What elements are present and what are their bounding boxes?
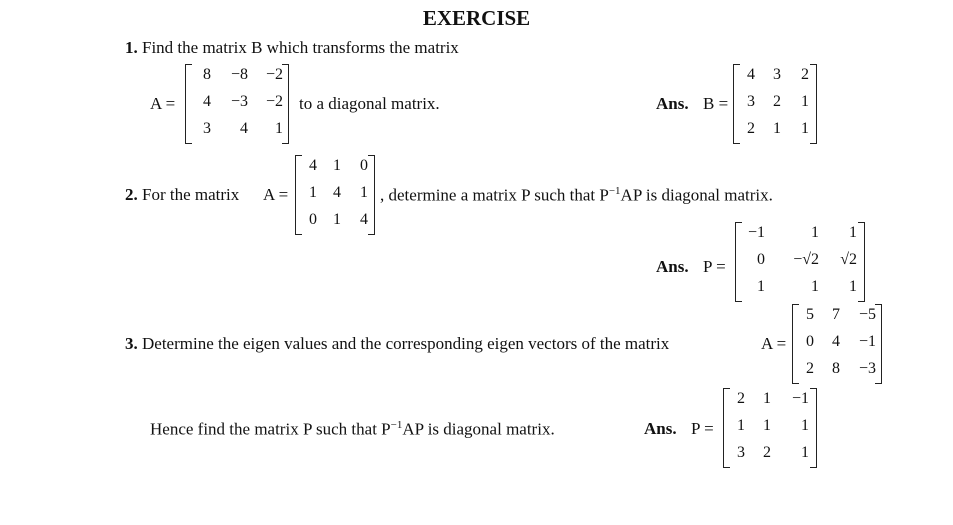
q3-hence: Hence find the matrix P such that $P^{-1}AP$ is diagonal matrix. (150, 419, 555, 439)
matrix-cell: 4 (333, 184, 341, 201)
q3-ans-label: Ans. (644, 419, 677, 438)
q3-matrix (792, 304, 882, 384)
q1-after: to a diagonal matrix. (299, 94, 440, 113)
q1-text: Find the matrix B which transforms the matrix (142, 38, 459, 57)
q3-lhs: A = (761, 334, 787, 353)
matrix-cell: 1 (763, 390, 771, 407)
matrix-cell: 2 (763, 444, 771, 461)
matrix-cell: −5 (858, 306, 876, 323)
matrix-cell: 1 (309, 184, 317, 201)
q2-answer-matrix (735, 222, 865, 302)
left-bracket (185, 64, 192, 144)
matrix-cell: 1 (763, 417, 771, 434)
matrix-cell: −2 (265, 93, 283, 110)
q1-answer-matrix (733, 64, 817, 144)
matrix-cell: 1 (811, 278, 819, 295)
q3-number: 3. (125, 334, 138, 353)
q1-ans-lhs: B = (703, 94, 729, 113)
q3-ans-lhs: P = (691, 419, 714, 438)
matrix-cell: 3 (747, 93, 755, 110)
q1-matrix (185, 64, 289, 144)
matrix-cell: 1 (801, 120, 809, 137)
right-bracket (810, 64, 817, 144)
matrix-cell: 4 (747, 66, 755, 83)
matrix-cell: 4 (240, 120, 248, 137)
matrix-cell: 2 (747, 120, 755, 137)
matrix-cell: 8 (203, 66, 211, 83)
left-bracket (735, 222, 742, 302)
matrix-cell: 2 (737, 390, 745, 407)
matrix-cell: −3 (858, 360, 876, 377)
matrix-cell: −1 (791, 390, 809, 407)
q2-ans-label: Ans. (656, 257, 689, 276)
matrix-cell: −8 (230, 66, 248, 83)
left-bracket (733, 64, 740, 144)
matrix-cell: 0 (360, 157, 368, 174)
matrix-cell: 2 (801, 66, 809, 83)
matrix-cell: 1 (333, 211, 341, 228)
q3-text: Determine the eigen values and the corresponding eigen vectors of the matrix (142, 334, 670, 353)
matrix-cell: 4 (309, 157, 317, 174)
matrix-cell: 1 (360, 184, 368, 201)
matrix-cell: 0 (309, 211, 317, 228)
matrix-cell: 7 (832, 306, 840, 323)
matrix-cell: 4 (832, 333, 840, 350)
matrix-cell: 1 (801, 93, 809, 110)
matrix-cell: 3 (203, 120, 211, 137)
left-bracket (792, 304, 799, 384)
matrix-cell: −1 (858, 333, 876, 350)
q2-after: , determine a matrix P such that $P^{-1}AP$ is diagonal matrix. (380, 185, 773, 205)
matrix-cell: 1 (275, 120, 283, 137)
matrix-cell: 1 (773, 120, 781, 137)
q3-line (125, 334, 669, 354)
matrix-cell: √2 (840, 251, 857, 268)
right-bracket (282, 64, 289, 144)
q2-matrix (295, 155, 375, 235)
matrix-cell: 1 (811, 224, 819, 241)
q3-answer-matrix (723, 388, 817, 468)
matrix-cell: 1 (849, 224, 857, 241)
matrix-cell: 4 (360, 211, 368, 228)
matrix-cell: 5 (806, 306, 814, 323)
matrix-cell: 2 (806, 360, 814, 377)
matrix-cell: −2 (265, 66, 283, 83)
q2-ans-lhs: P = (703, 257, 726, 276)
q2-number: 2. (125, 185, 138, 204)
matrix-cell: −√2 (793, 251, 819, 268)
matrix-cell: 2 (773, 93, 781, 110)
matrix-cell: 1 (333, 157, 341, 174)
q2-text: For the matrix (142, 185, 240, 204)
matrix-cell: 0 (806, 333, 814, 350)
matrix-cell: 8 (832, 360, 840, 377)
right-bracket (858, 222, 865, 302)
matrix-cell: 1 (849, 278, 857, 295)
q1-line (125, 38, 459, 58)
matrix-cell: −1 (747, 224, 765, 241)
right-bracket (368, 155, 375, 235)
q2-line (125, 185, 239, 205)
right-bracket (810, 388, 817, 468)
matrix-cell: 4 (203, 93, 211, 110)
q2-lhs: A = (263, 185, 289, 204)
matrix-cell: 1 (757, 278, 765, 295)
right-bracket (875, 304, 882, 384)
matrix-cell: 1 (801, 417, 809, 434)
matrix-cell: 1 (737, 417, 745, 434)
matrix-cell: 0 (757, 251, 765, 268)
matrix-cell: 3 (737, 444, 745, 461)
matrix-cell: −3 (230, 93, 248, 110)
page-title: EXERCISE (422, 6, 531, 30)
matrix-cell: 3 (773, 66, 781, 83)
matrix-cell: 1 (801, 444, 809, 461)
q1-number: 1. (125, 38, 138, 57)
left-bracket (723, 388, 730, 468)
q1-lhs: A = (150, 94, 176, 113)
left-bracket (295, 155, 302, 235)
q1-ans-label: Ans. (656, 94, 689, 113)
